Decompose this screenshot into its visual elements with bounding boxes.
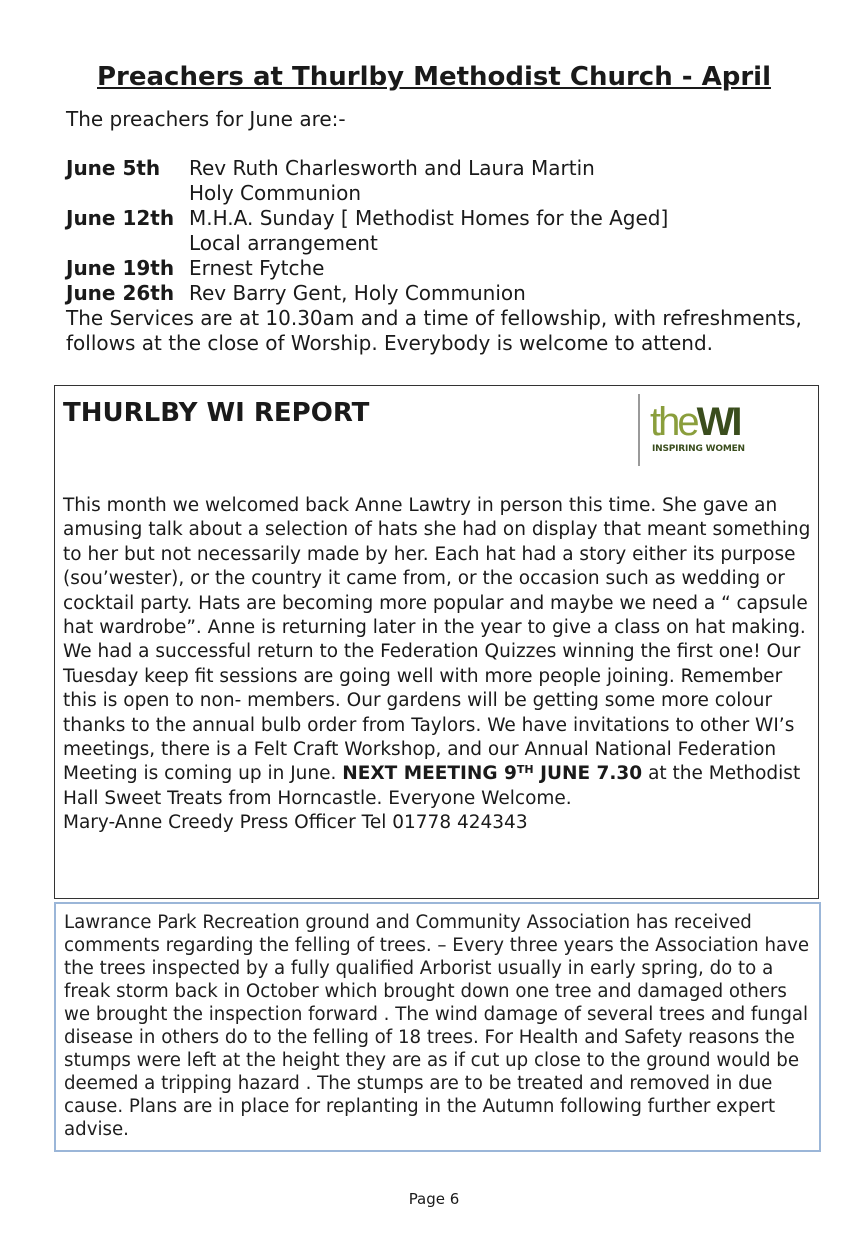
wi-logo-the: the [650,400,697,444]
schedule-line: Ernest Fytche [189,256,325,280]
schedule-date: June 19th [66,256,175,280]
wi-paragraph: We had a successful return to the Federation Quizzes winning the first one! Our Tuesday keep fit sessions are going well with more people joining. Remember this is open to non- members. Our gardens will be getting some more colour thanks to the annual bulb order from Taylors. We have invitations to other WI’s meetings, there is a Felt Craft Workshop, and our Annual National Federation Meeting is coming up in June. NEXT MEETING 9TH JUNE 7.30 at the Methodist Hall Sweet Treats from Horncastle. Everyone Welcome. [63,641,801,809]
lawrance-park-text: Lawrance Park Recreation ground and Community Association has received comments regarding the felling of trees. – Every three years the Association have the trees inspected by a fully qualified Arborist usually in early spring, do to a freak storm back in October which brought down one tree and damaged others we brought the inspection forward . The wind damage of several trees and fungal disease in others do to the felling of 18 trees. For Health and Safety reasons the stumps were left at the height they are as if cut up close to the ground would be deemed a tripping hazard . The stumps are to be treated and removed in due cause. Plans are in place for replanting in the Autumn following further expert advise. [64,912,810,1140]
wi-report-body [63,494,815,836]
schedule-line: M.H.A. Sunday [ Methodist Homes for the Aged] [189,206,669,230]
preacher-schedule [66,156,806,306]
wi-logo [638,394,745,466]
schedule-line: Rev Barry Gent, Holy Communion [189,281,526,305]
schedule-line: Local arrangement [189,231,378,255]
wi-paragraph: This month we welcomed back Anne Lawtry in person this time. She gave an amusing talk about a selection of hats she had on display that meant something to her but not necessarily made by her. Each hat had a story either its purpose (sou’wester), or the country it came from, or the occasion such as wedding or cocktail party. Hats are becoming more popular and maybe we need a “ capsule hat wardrobe”. Anne is returning later in the year to give a class on hat making. [63,495,811,639]
wi-report-title: THURLBY WI REPORT [63,398,370,428]
schedule-date: June 5th [66,156,161,180]
schedule-row [66,281,806,306]
services-note: The Services are at 10.30am and a time of fellowship, with refreshments, follows at the close of Worship. Everybody is welcome to attend. [66,306,802,355]
schedule-line: Rev Ruth Charlesworth and Laura Martin [189,156,595,180]
wi-logo-wi: WI [696,400,740,444]
wi-contact: Mary-Anne Creedy Press Officer Tel 01778 424343 [63,812,528,834]
schedule-row [66,256,806,281]
next-meeting: NEXT MEETING 9TH JUNE 7.30 [342,763,643,785]
intro-text: The preachers for June are:- [66,107,346,131]
schedule-date: June 26th [66,281,175,305]
lawrance-park-notice [54,902,821,1152]
schedule-date: June 12th [66,206,175,230]
schedule-line: Holy Communion [189,181,362,205]
schedule-row [66,156,806,206]
page-title: Preachers at Thurlby Methodist Church - April [97,62,771,92]
wi-logo-tagline: INSPIRING WOMEN [652,444,745,454]
schedule-row [66,206,806,256]
page-number: Page 6 [408,1190,460,1208]
wi-report-box [54,385,819,899]
